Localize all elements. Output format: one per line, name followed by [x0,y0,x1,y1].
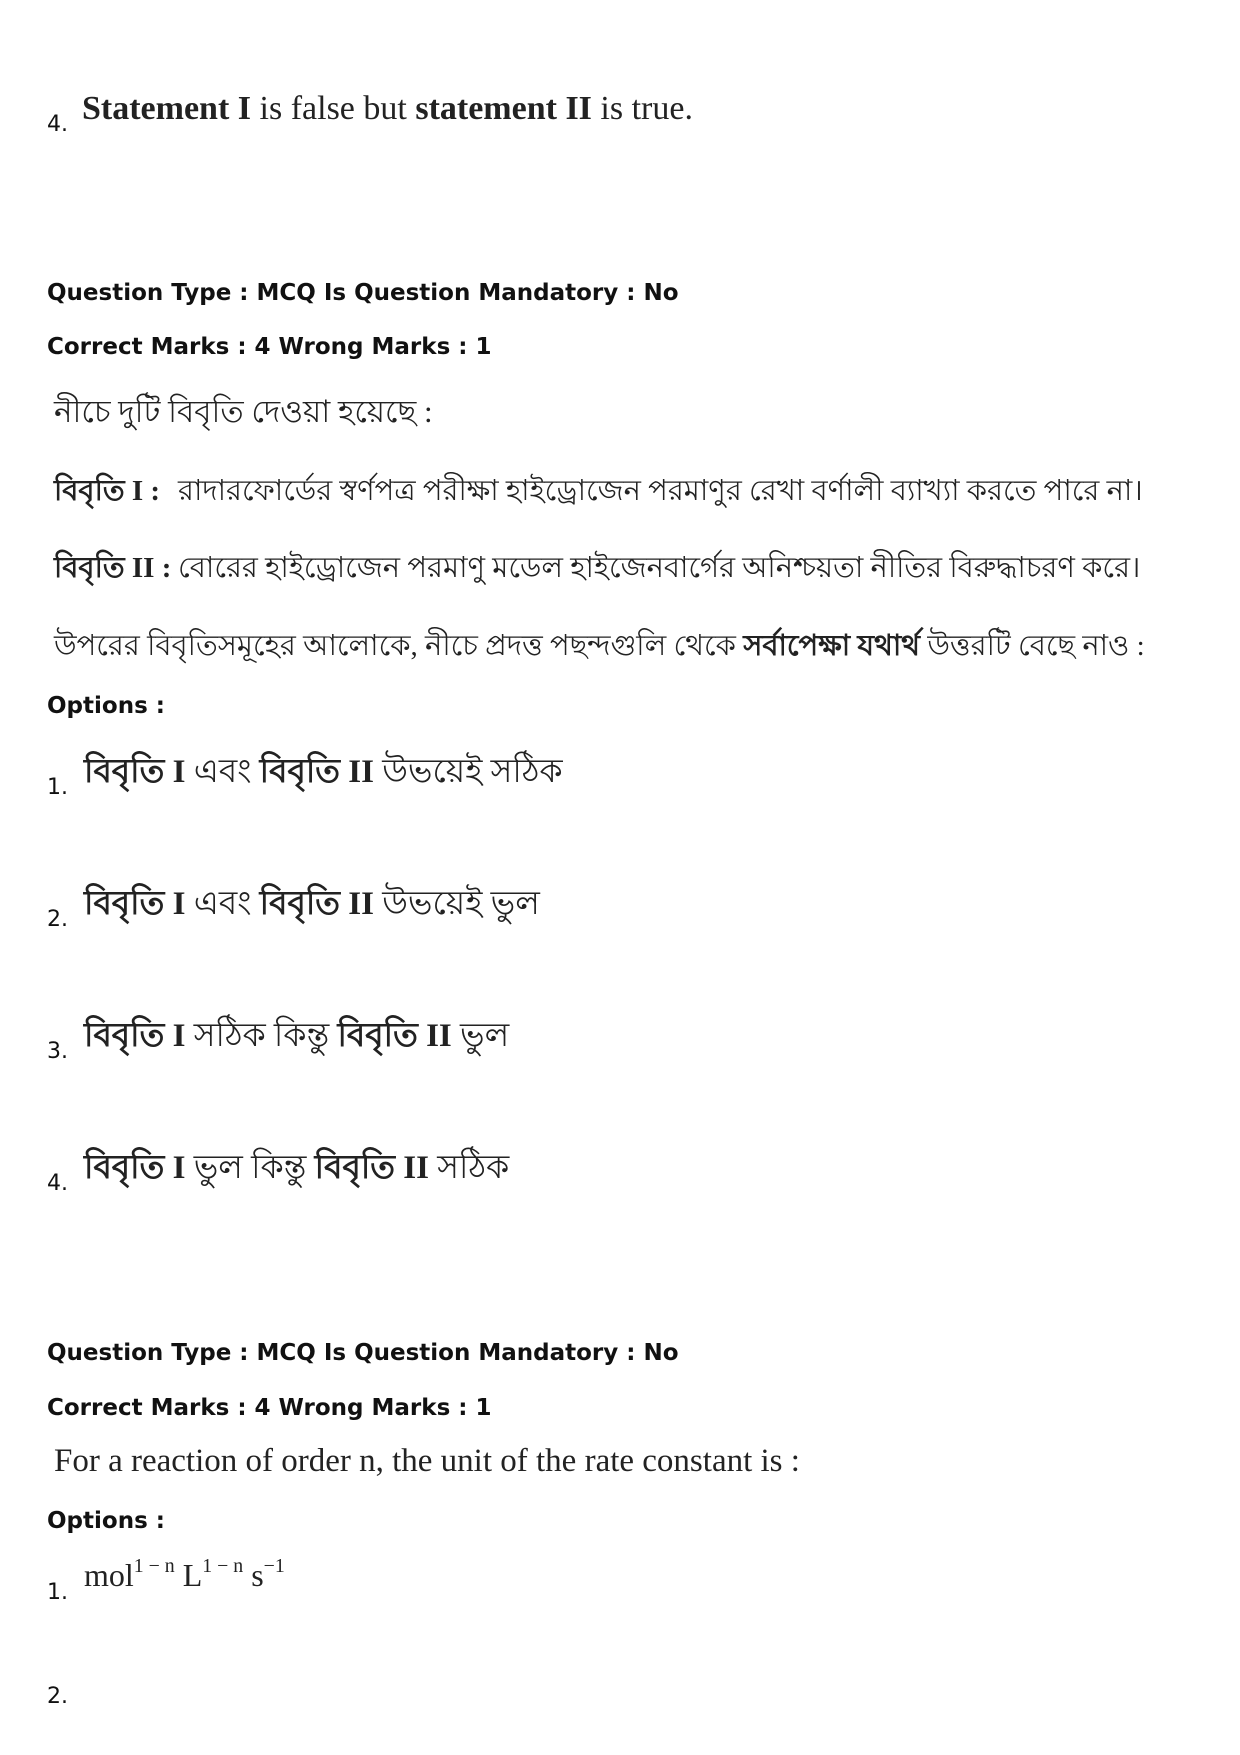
q1-statement-1-label: বিবৃতি I : [54,475,161,507]
q1-option-4 [84,1141,509,1197]
prev-option-4-end: is true. [591,90,693,127]
q1-option-1-a: বিবৃতি I [84,754,186,790]
q1-option-3 [84,1009,509,1065]
q2-option-1-mol: mol [84,1557,134,1593]
q1-option-3-a: বিবৃতি I [84,1018,186,1054]
q1-option-4-b: ভুল কিন্তু [185,1150,315,1186]
q2-option-1-s: s [243,1557,264,1593]
q1-intro: নীচে দুটি বিবৃতি দেওয়া হয়েছে : [54,394,433,429]
prev-option-4-number: 4. [47,112,68,137]
q1-statement-1 [54,468,1143,517]
q1-option-2-d: উভয়েই ভুল [373,886,540,922]
q2-question-type: Question Type : MCQ Is Question Mandatory : No [47,1340,679,1366]
prev-option-4-mid: is false but [251,90,416,127]
q2-option-1-number: 1. [47,1580,68,1605]
q1-option-4-c: বিবৃতি II [314,1150,429,1186]
q2-option-1 [84,1555,285,1594]
q1-option-2-b: এবং [185,886,260,922]
statement-i-bold: Statement I [82,90,252,127]
q1-instruction-c: উত্তরটি বেছে নাও : [920,630,1145,662]
q1-instruction-a: উপরের বিবৃতিসমূহের আলোকে, নীচে প্রদত্ত পছন্দগুলি থেকে [54,630,744,662]
q1-marks: Correct Marks : 4 Wrong Marks : 1 [47,334,492,360]
q1-option-3-number: 3. [47,1039,68,1064]
q2-option-1-l-exp: 1 − n [202,1555,244,1577]
q1-option-1-c: বিবৃতি II [259,754,374,790]
q1-option-3-b: সঠিক কিন্তু [185,1018,338,1054]
q1-option-2 [84,877,540,933]
q2-option-1-s-exp: −1 [263,1555,285,1577]
q1-option-2-c: বিবৃতি II [259,886,374,922]
q1-statement-2 [54,545,1140,594]
q1-option-3-c: বিবৃতি II [337,1018,452,1054]
q1-option-1 [84,745,563,801]
q1-options-label: Options : [47,693,165,719]
q1-option-4-number: 4. [47,1171,68,1196]
q1-statement-2-text: বোরের হাইড্রোজেন পরমাণু মডেল হাইজেনবার্গের অনিশ্চয়তা নীতির বিরুদ্ধাচরণ করে। [178,552,1141,584]
q1-option-4-a: বিবৃতি I [84,1150,186,1186]
q1-instruction-bold: সর্বাপেক্ষা যথার্থ [743,630,921,662]
q2-question-text: For a reaction of order n, the unit of the rate constant is : [54,1443,800,1479]
q1-option-1-b: এবং [185,754,260,790]
prev-option-4-text [82,90,693,128]
q1-statement-1-text: রাদারফোর্ডের স্বর্ণপত্র পরীক্ষা হাইড্রোজেন পরমাণুর রেখা বর্ণালী ব্যাখ্যা করতে পারে না। [178,475,1143,507]
q1-option-2-number: 2. [47,907,68,932]
q2-option-1-mol-exp: 1 − n [133,1555,175,1577]
q1-question-type: Question Type : MCQ Is Question Mandatory : No [47,280,679,306]
q2-options-label: Options : [47,1508,165,1534]
q2-option-2-number: 2. [47,1684,68,1709]
q2-marks: Correct Marks : 4 Wrong Marks : 1 [47,1395,492,1421]
q1-option-1-d: উভয়েই সঠিক [373,754,563,790]
q1-option-3-d: ভুল [451,1018,510,1054]
q1-option-2-a: বিবৃতি I [84,886,186,922]
q1-option-4-d: সঠিক [428,1150,510,1186]
q1-option-1-number: 1. [47,775,68,800]
statement-ii-bold: statement II [415,90,592,127]
q1-statement-2-label: বিবৃতি II : [54,552,172,584]
q1-instruction [54,623,1145,672]
q2-option-1-l: L [174,1557,203,1593]
